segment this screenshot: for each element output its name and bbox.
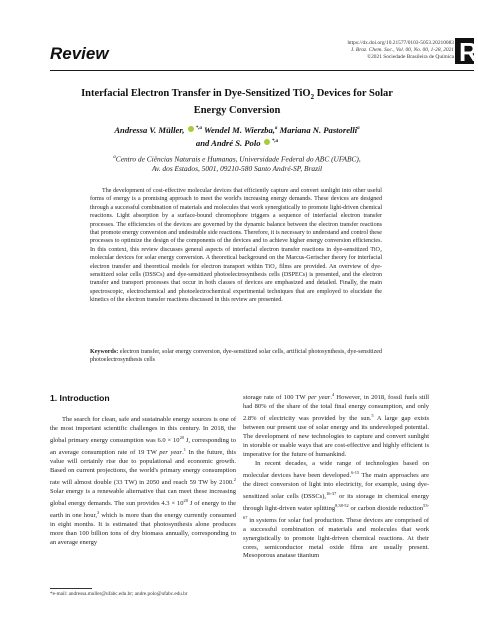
keywords: [90, 348, 382, 365]
author-name: and André S. Polo: [195, 137, 261, 148]
affiliation: $^a$Centro de Ciências Naturais e Humanas, Universidade Federal do ABC (UFABC), Av. dos Estados, 5001, 09210-580 Santo André-SP, Brazil: [113, 154, 361, 174]
journal-meta: [254, 40, 454, 61]
orcid-icon[interactable]: [264, 139, 270, 145]
footnote-rule: [50, 588, 92, 589]
abstract: [90, 187, 382, 305]
intro-paragraph-2: In recent decades, a wide range of technologies based on molecular devices have been developed.$^{6-15}$ The main approaches are the direct conversion of light into electricity, for example, using dye-sensitized solar cells (DSSCs),$^{16-37}$ or its storage in chemical energy through light-driven water splitting$^{8,38-52}$ or carbon dioxide reduction$^{53-67}$ in systems for solar fuel production. These devices are comprised of a successful combination of materials and molecules that work synergistically to promote light-driven chemical reactions. At their cores, semiconductor metal oxide films are usually present. Mesoporous anatase titanium: [243, 459, 430, 560]
header-rule: [50, 70, 474, 71]
orcid-icon[interactable]: [188, 126, 194, 132]
doi-link[interactable]: https://dx.doi.org/10.21577/0103-5053.20210083: [347, 40, 454, 46]
left-column: [50, 416, 236, 548]
section-label: Review: [50, 44, 109, 63]
copyright-line: ©2021 Sociedade Brasileira de Química: [366, 54, 454, 60]
journal-citation: J. Braz. Chem. Soc., Vol. 00, No. 00, 1-28, 2021: [350, 47, 454, 53]
author-name: Wendel M. Wierzba,: [203, 124, 275, 135]
corresponding-email[interactable]: *e-mail: andressa.muller@ufabc.edu.br; andre.polo@ufabc.edu.br: [50, 591, 188, 597]
right-column: [243, 391, 429, 561]
intro-paragraph-1: The search for clean, safe and sustainable energy sources is one of the most important scientific challenges in this century. In 2018, the global primary energy consumption was $6.0 \times 10^{20}$ J, corresponding to an average consumption rate of 19 TW per year.$^1$ In the future, this value will certainly rise due to populational and economic growth. Based on current projections, the world's primary energy consumption rate will almost double (33 TW) in 2050 and reach 59 TW by 2100.$^2$ Solar energy is a renewable alternative that can meet these increasing global energy demands. The sun provides $4.3 \times 10^{20}$ J of energy to the earth in one hour,$^3$ which is more than the energy currently consumed in eight months. It is estimated that photosynthesis alone produces more than 100 billion tons of dry biomass annually, corresponding to an average energy: [50, 416, 236, 546]
keywords-label: Keywords:: [90, 349, 119, 355]
article-title: Interfacial Electron Transfer in Dye-Sensitized TiO$_2$ Devices for Solar Energy Conversion: [81, 88, 393, 117]
review-logo: [455, 37, 478, 67]
intro-paragraph-1-cont: storage rate of 100 TW per year.$^4$ However, in 2018, fossil fuels still had 80% of the share of the total final energy consumption, and only 2.8% of electricity was provided by the sun.$^5$ A large gap exists between our present use of solar energy and its undeveloped potential. The development of new technologies to capture and convert sunlight in storable or usable ways that are cost-effective and highly efficient is imperative for the future of humankind.: [243, 392, 430, 458]
author-name: Mariana N. Pastorelli: [279, 124, 358, 135]
author-name: Andressa V. Müller,: [114, 124, 185, 135]
abstract-text: The development of cost-effective molecular devices that efficiently capture and convert sunlight into other useful forms of energy is a promising approach to meet the world's increasing energy demands. These devices are designed through a successful combination of materials and molecules that work synergistically to promote light-driven chemical reactions. Light absorption by a surface-bound chromophore triggers a sequence of interfacial electron transfer processes. The efficiencies of the devices are governed by the dynamic balance between the electron transfer reactions that promote energy conversion and undesirable side reactions. Therefore, it is necessary to understand and control these processes to optimize the design of the components of the devices and to achieve higher energy conversion efficiencies. In this context, this review discusses general aspects of interfacial electron transfer reactions in dye-sensitized TiO₂ molecular devices for solar energy conversion. A theoretical background on the Marcus-Gerischer theory for interfacial electron transfer and theoretical models for electron transport within TiO₂ films are provided. An overview of dye-sensitized solar cells (DSSCs) and dye-sensitized photoelectrosynthesis cells (DSPECs) is presented, and the electron transfer and transport processes that occur in both classes of devices are emphasized and detailed. Finally, the main spectroscopic, electrochemical and photoelectrochemical experimental techniques that are employed to elucidate the kinetics of the electron transfer reactions discussed in this review are presented.: [90, 188, 382, 304]
section-heading: 1. Introduction: [50, 393, 110, 403]
author-list: Andressa V. Müller, $^{*,a}$ Wendel M. Wierzba,$^a$ Mariana N. Pastorelli$^a$ and André S. Polo $^{*,a}$: [114, 124, 360, 148]
keywords-list: electron transfer, solar energy conversion, dye-sensitized solar cells, artificial photosynthesis, dye-sensitized photoelectrosynthesis cells: [90, 349, 382, 364]
logo-letter: R: [459, 37, 478, 67]
